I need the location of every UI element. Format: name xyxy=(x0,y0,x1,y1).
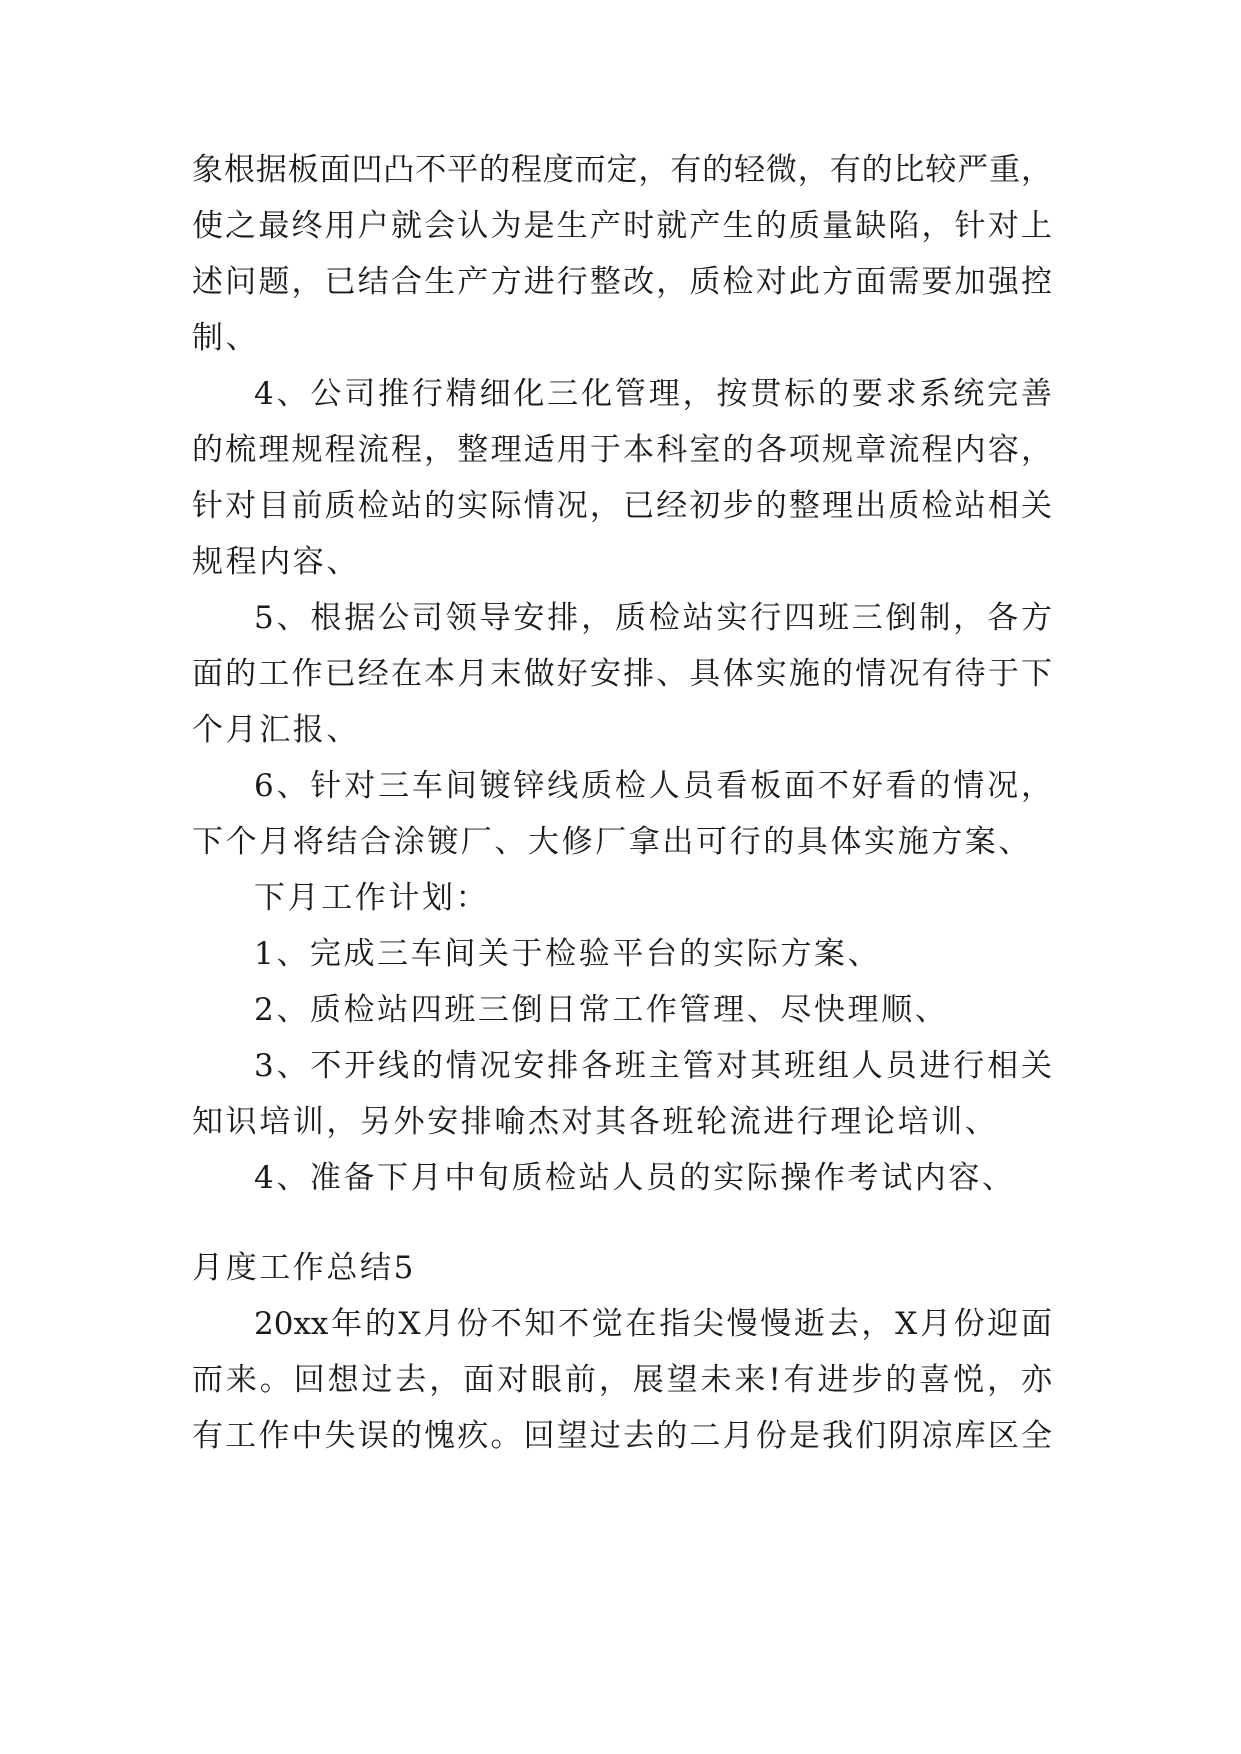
text-line: 有工作中失误的愧疚。回望过去的二月份是我们阴凉库区全 xyxy=(192,1418,1052,1454)
text-line: 针对目前质检站的实际情况，已经初步的整理出质检站相关 xyxy=(192,488,1052,524)
section-title-monthly-summary-5: 月度工作总结5 xyxy=(192,1250,416,1286)
plan-item: 2、质检站四班三倒日常工作管理、尽快理顺、 xyxy=(254,992,949,1028)
paragraph-start-line: 5、根据公司领导安排，质检站实行四班三倒制，各方 xyxy=(254,600,1052,636)
plan-item: 3、不开线的情况安排各班主管对其班组人员进行相关 xyxy=(254,1048,1052,1084)
plan-item: 4、准备下月中旬质检站人员的实际操作考试内容、 xyxy=(254,1160,1016,1196)
text-line: 的梳理规程流程，整理适用于本科室的各项规章流程内容， xyxy=(192,432,1052,468)
text-line: 使之最终用户就会认为是生产时就产生的质量缺陷，针对上 xyxy=(192,208,1052,244)
text-line: 规程内容、 xyxy=(192,544,360,580)
text-line: 而来。回想过去，面对眼前，展望未来!有进步的喜悦，亦 xyxy=(192,1362,1052,1398)
section-heading-next-month-plan: 下月工作计划： xyxy=(254,880,490,916)
text-line: 面的工作已经在本月末做好安排、具体实施的情况有待于下 xyxy=(192,656,1052,692)
text-line: 制、 xyxy=(192,320,260,356)
paragraph-start-line: 4、公司推行精细化三化管理，按贯标的要求系统完善 xyxy=(254,376,1052,412)
text-line: 下个月将结合涂镀厂、大修厂拿出可行的具体实施方案、 xyxy=(192,824,1032,860)
text-line: 知识培训，另外安排喻杰对其各班轮流进行理论培训、 xyxy=(192,1104,999,1140)
text-line: 象根据板面凹凸不平的程度而定，有的轻微，有的比较严重， xyxy=(192,152,1052,188)
paragraph-start-line: 6、针对三车间镀锌线质检人员看板面不好看的情况， xyxy=(254,768,1052,804)
text-line: 个月汇报、 xyxy=(192,712,360,748)
plan-item: 1、完成三车间关于检验平台的实际方案、 xyxy=(254,936,882,972)
text-line: 述问题，已结合生产方进行整改，质检对此方面需要加强控 xyxy=(192,264,1052,300)
paragraph-start-line: 20xx年的X月份不知不觉在指尖慢慢逝去，X月份迎面 xyxy=(254,1306,1052,1342)
